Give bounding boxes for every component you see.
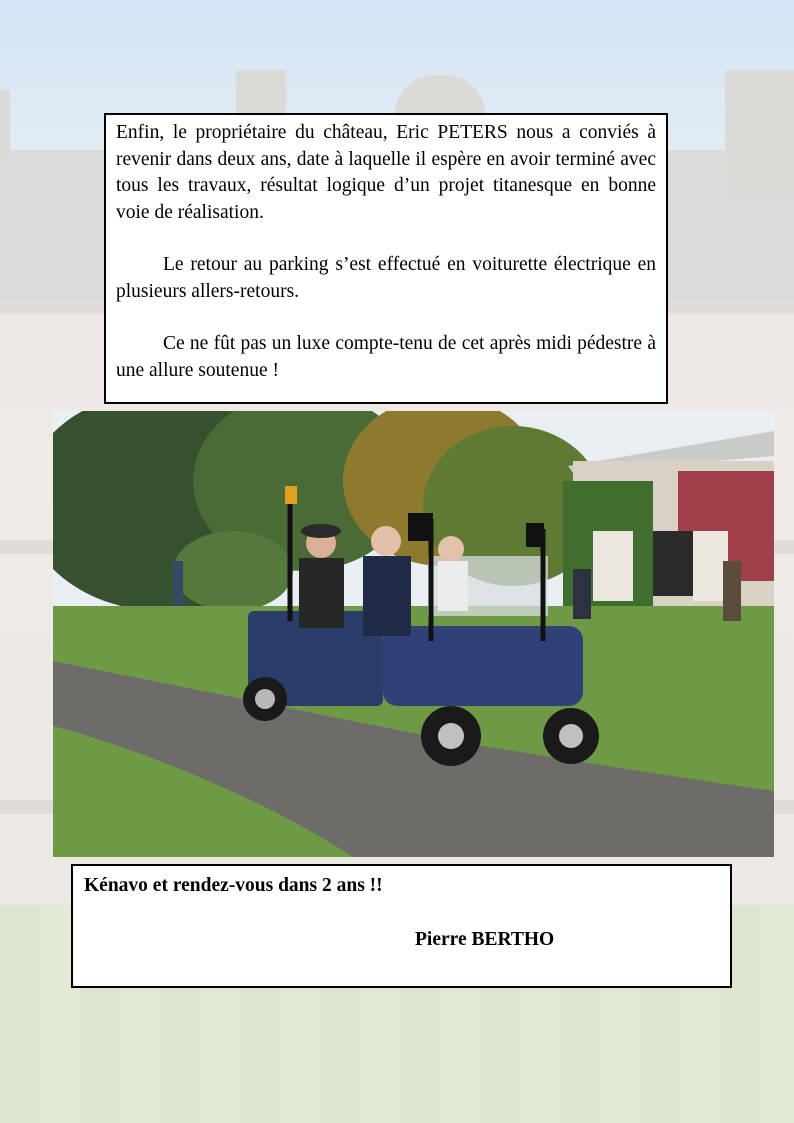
paragraph-3: Ce ne fût pas un luxe compte-tenu de cet après midi pédestre à une allure soutenue !: [116, 333, 656, 381]
paragraph-2: Le retour au parking s’est effectué en voiturette électrique en plusieurs allers-retours.: [116, 254, 656, 302]
author-name: Pierre BERTHO: [415, 929, 555, 950]
signature-box: [71, 864, 732, 988]
golf-cart-photo: [53, 411, 774, 857]
paragraph-1: Enfin, le propriétaire du château, Eric PETERS nous a conviés à revenir dans deux ans, date à laquelle il espère en avoir terminé avec tous les travaux, résultat logique d’un projet titanesque en bonne voie de réalisation.: [116, 122, 656, 223]
closing-line: Kénavo et rendez-vous dans 2 ans !!: [84, 875, 383, 896]
article-text-box: [104, 113, 668, 404]
